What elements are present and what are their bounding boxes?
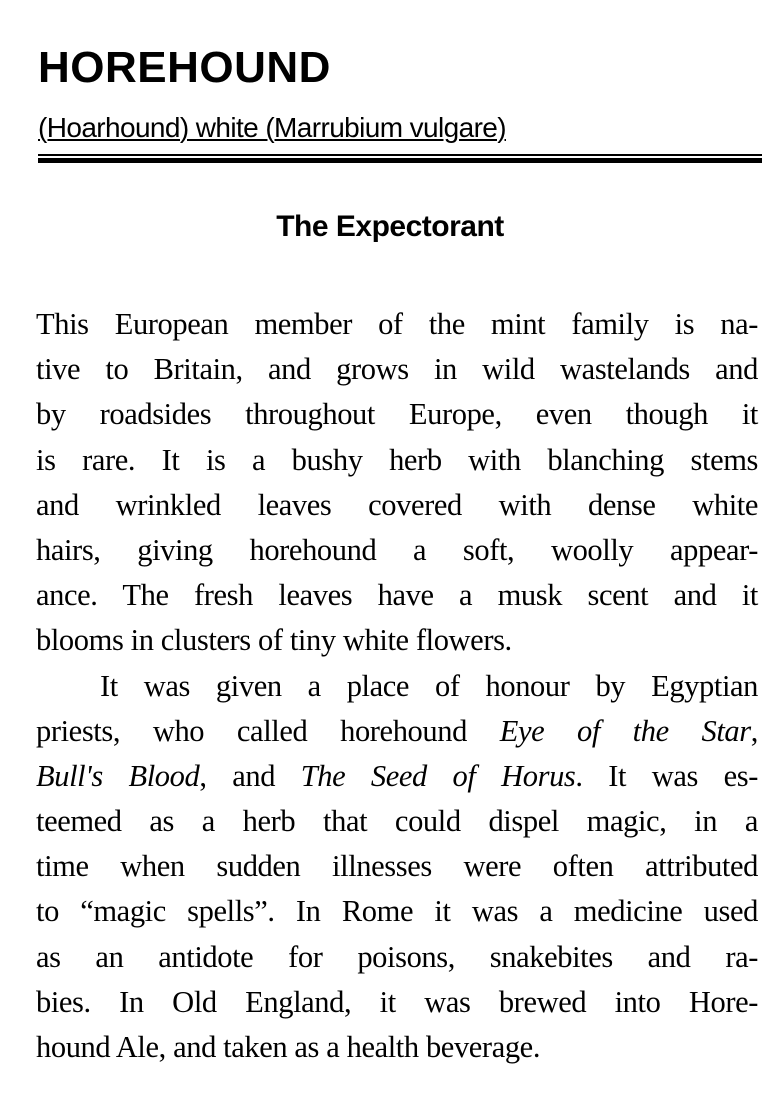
- italic-name: Eye of the Star: [499, 713, 751, 748]
- italic-name: The Seed of Horus: [300, 758, 576, 793]
- text-line: It was given a place of honour by Egyptian: [100, 668, 758, 703]
- text-run: ,: [750, 713, 758, 748]
- page-subtitle: (Hoarhound) white (Marrubium vulgare): [38, 112, 506, 143]
- divider-thick: [38, 158, 762, 163]
- italic-name: Bull's Blood: [36, 758, 200, 793]
- text-line: blooms in clusters of tiny white flowers.: [36, 623, 512, 658]
- text-line: hound Ale, and taken as a health beverage.: [36, 1030, 541, 1064]
- text-line: teemed as a herb that could dispel magic, in a: [36, 804, 758, 839]
- text-line: tive to Britain, and grows in wild wastelands and: [36, 352, 758, 387]
- divider-thin: [38, 154, 762, 156]
- section-heading: The Expectorant: [276, 210, 504, 243]
- text-run: . It was es-: [575, 758, 759, 793]
- paragraph-1: [36, 302, 758, 664]
- text-line: to “magic spells”. In Rome it was a medicine used: [36, 894, 758, 929]
- text-line: ance. The fresh leaves have a musk scent and it: [36, 578, 758, 613]
- text-line: hairs, giving horehound a soft, woolly appear-: [36, 532, 758, 567]
- text-line: [36, 754, 758, 799]
- text-line: as an antidote for poisons, snakebites and ra-: [36, 939, 758, 974]
- text-line: and wrinkled leaves covered with dense white: [36, 487, 758, 522]
- text-line: [36, 709, 758, 754]
- page-title: HOREHOUND: [38, 43, 331, 92]
- body-text: [36, 302, 758, 1070]
- text-run: , and: [199, 758, 301, 793]
- text-line: by roadsides throughout Europe, even though it: [36, 397, 758, 432]
- paragraph-2: [36, 664, 758, 1071]
- text-line: bies. In Old England, it was brewed into Hore-: [36, 984, 758, 1019]
- text-line: time when sudden illnesses were often attributed: [36, 849, 758, 884]
- text-line: is rare. It is a bushy herb with blanching stems: [36, 442, 758, 477]
- text-line: This European member of the mint family is na-: [36, 307, 758, 341]
- text-run: priests, who called horehound: [36, 713, 500, 748]
